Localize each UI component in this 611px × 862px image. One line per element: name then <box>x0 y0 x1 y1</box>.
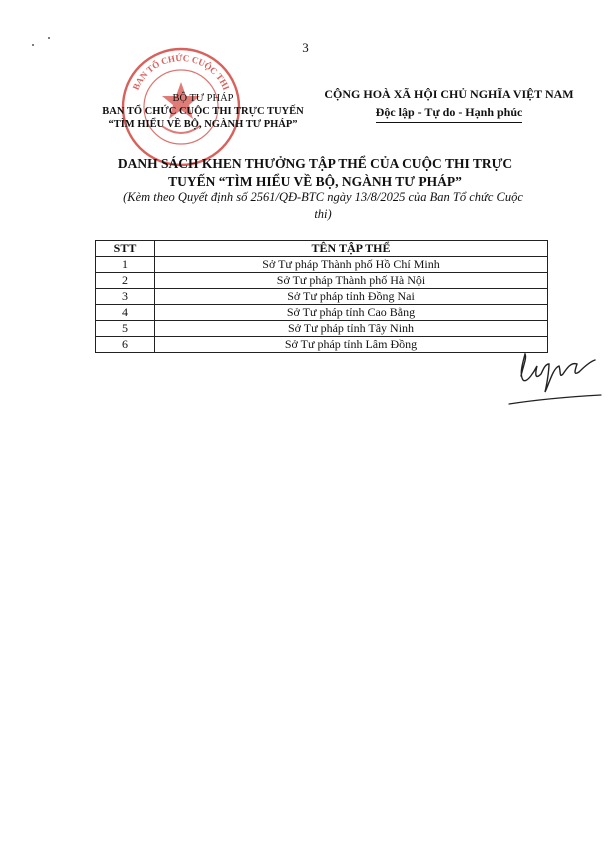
row-stt: 1 <box>96 257 155 273</box>
subtitle-line-1: (Kèm theo Quyết định số 2561/QĐ-BTC ngày 13/8/2025 của Ban Tổ chức Cuộc <box>123 190 523 204</box>
table-row <box>96 337 548 353</box>
ministry-name: BỘ TƯ PHÁP <box>172 93 234 104</box>
national-motto: Độc lập - Tự do - Hạnh phúc <box>376 104 523 123</box>
table-header-row <box>96 241 548 257</box>
title-line-2: TUYẾN “TÌM HIỂU VỀ BỘ, NGÀNH TƯ PHÁP” <box>168 174 462 189</box>
table-row <box>96 305 548 321</box>
row-name: Sở Tư pháp Thành phố Hà Nội <box>155 273 548 289</box>
table-row <box>96 321 548 337</box>
row-name: Sở Tư pháp Thành phố Hồ Chí Minh <box>155 257 548 273</box>
award-list-table <box>95 240 548 353</box>
row-stt: 6 <box>96 337 155 353</box>
committee-name: BAN TỔ CHỨC CUỘC THI TRỰC TUYẾN <box>102 106 304 117</box>
column-header-stt: STT <box>96 241 155 257</box>
table-row <box>96 289 548 305</box>
handwritten-initials-icon <box>505 340 605 410</box>
scan-speck <box>48 37 50 39</box>
subtitle-line-2: thi) <box>314 207 332 221</box>
nation-name: CỘNG HOÀ XÃ HỘI CHỦ NGHĨA VIỆT NAM <box>324 87 574 101</box>
national-header <box>318 86 580 123</box>
table-row <box>96 257 548 273</box>
row-name: Sở Tư pháp tỉnh Cao Bằng <box>155 305 548 321</box>
title-line-1: DANH SÁCH KHEN THƯỞNG TẬP THỂ CỦA CUỘC THI TRỰC <box>117 156 513 171</box>
row-stt: 5 <box>96 321 155 337</box>
row-stt: 3 <box>96 289 155 305</box>
decision-reference <box>88 189 558 223</box>
svg-text:BAN TỔ CHỨC CUỘC THI: BAN TỔ CHỨC CUỘC THI <box>130 52 232 92</box>
issuing-organization <box>78 92 328 131</box>
row-name: Sở Tư pháp tỉnh Đồng Nai <box>155 289 548 305</box>
document-title <box>90 155 540 191</box>
row-stt: 2 <box>96 273 155 289</box>
row-name: Sở Tư pháp tỉnh Lâm Đồng <box>155 337 548 353</box>
table-row <box>96 273 548 289</box>
column-header-name: TÊN TẬP THỂ <box>155 241 548 257</box>
page-number: 3 <box>302 40 309 55</box>
row-name: Sở Tư pháp tỉnh Tây Ninh <box>155 321 548 337</box>
row-stt: 4 <box>96 305 155 321</box>
contest-name: “TÌM HIỂU VỀ BỘ, NGÀNH TƯ PHÁP” <box>108 119 298 130</box>
